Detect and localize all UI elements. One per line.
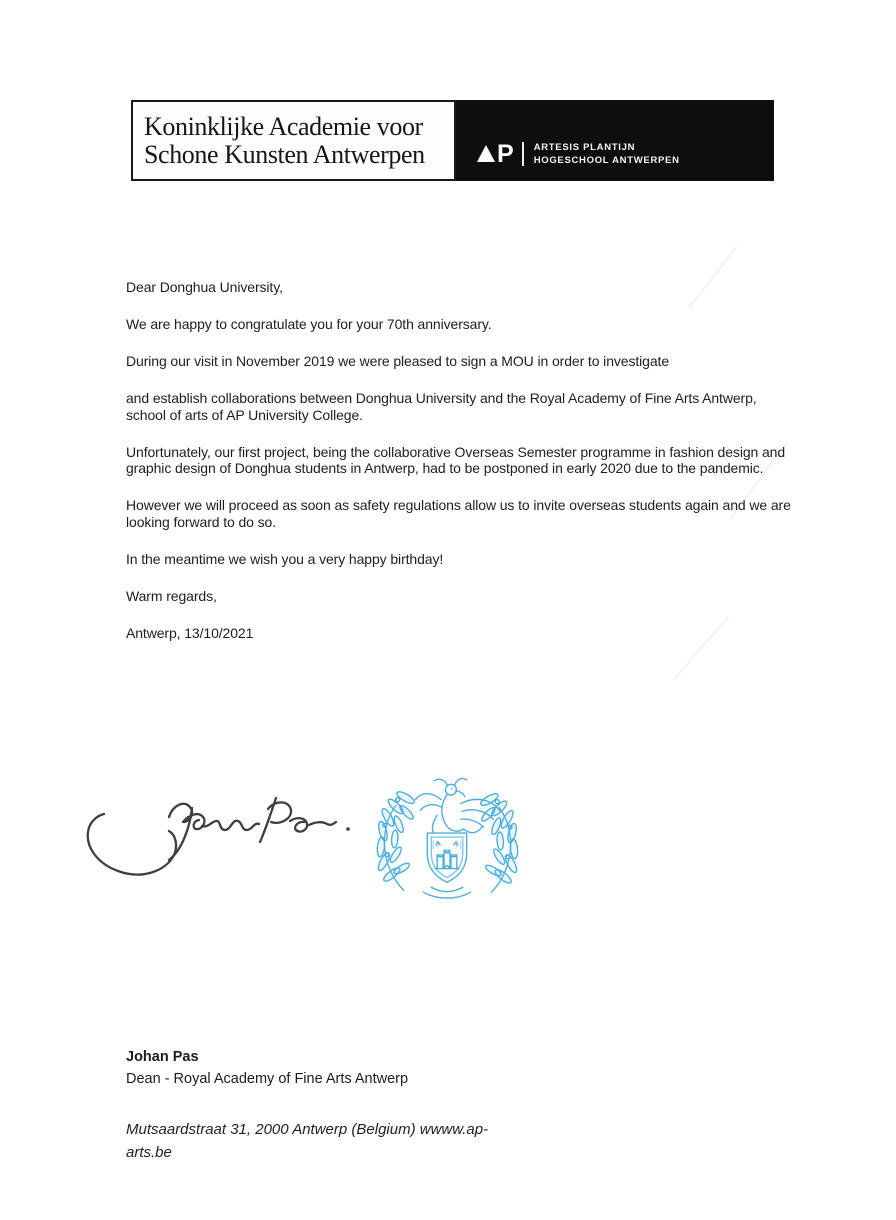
salutation: Dear Donghua University, <box>126 279 283 295</box>
ap-triangle-icon <box>477 145 495 162</box>
ap-school-name <box>534 141 680 167</box>
ap-logo-box <box>456 100 774 181</box>
academy-name-box <box>131 100 456 181</box>
dateline: Antwerp, 13/10/2021 <box>126 624 254 641</box>
address-line1: Mutsaardstraat 31, 2000 Antwerp (Belgium) wwww.ap- <box>126 1121 489 1138</box>
paragraph: In the meantime we wish you a very happy birthday! <box>126 550 444 567</box>
signatory-block <box>126 1047 408 1090</box>
signatory-title: Dean - Royal Academy of Fine Arts Antwerp <box>126 1070 409 1087</box>
ap-school-name-line1: ARTESIS PLANTIJN <box>533 142 636 153</box>
academy-name-line2: Schone Kunsten Antwerpen <box>144 139 425 169</box>
paragraph: During our visit in November 2019 we were pleased to sign a MOU in order to investigate <box>126 353 670 369</box>
ap-school-name-line2: HOGESCHOOL ANTWERPEN <box>533 155 680 166</box>
paragraph: We are happy to congratulate you for your 70th anniversary. <box>126 316 492 332</box>
ap-divider <box>522 142 524 166</box>
paragraph: Warm regards, <box>126 587 217 604</box>
letterhead <box>131 100 774 181</box>
paragraph: Unfortunately, our first project, being the collaborative Overseas Semester programme in fashion design and graphic design of Donghua students in Antwerp, had to be postponed in early 2020 due to the pandemic. <box>126 443 786 476</box>
ap-monogram: P <box>497 139 513 168</box>
paragraph: However we will proceed as soon as safety regulations allow us to invite overseas students again and we are looking forward to do so. <box>126 497 791 530</box>
academy-name-line1: Koninklijke Academie voor <box>144 112 423 141</box>
address-block <box>126 1119 526 1164</box>
letter-body <box>126 279 794 662</box>
paragraph: and establish collaborations between Donghua University and the Royal Academy of Fine Arts Antwerp, school of arts of AP University College. <box>126 390 757 423</box>
signatory-name: Johan Pas <box>126 1049 199 1065</box>
address-line2: arts.be <box>126 1143 172 1161</box>
academy-seal-image <box>368 770 526 906</box>
signature-ink-image <box>72 772 357 892</box>
ap-logo <box>477 141 680 167</box>
